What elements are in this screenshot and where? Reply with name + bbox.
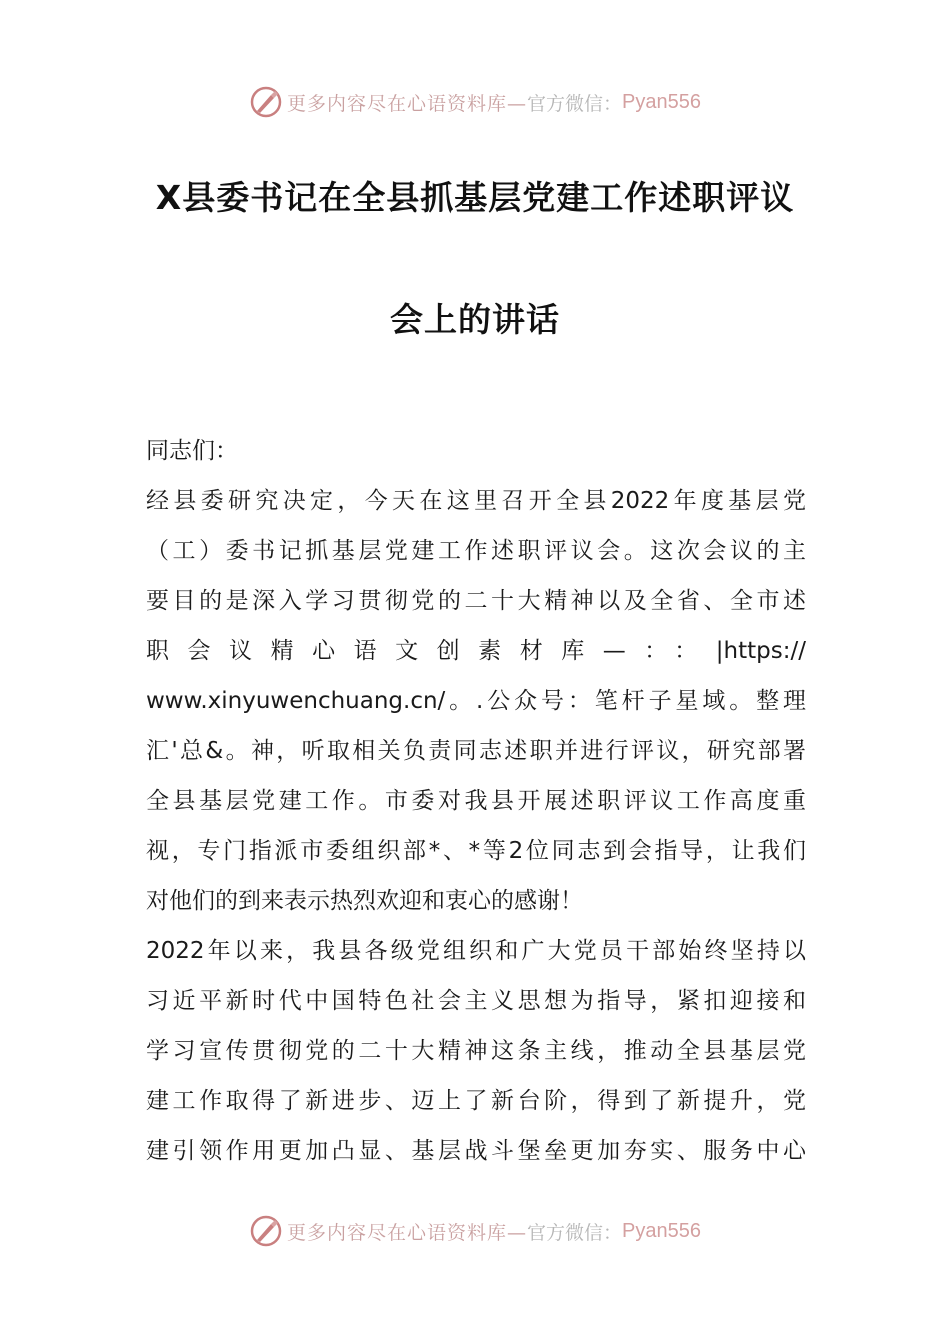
document-body <box>146 426 806 1176</box>
wechat-label: 官方微信： <box>527 1221 623 1244</box>
paragraph-1-line: 要目的是深入学习贯彻党的二十大精神以及全省、全市述 <box>146 588 806 614</box>
paragraph-1-line: 汇'总&。神，听取相关负责同志述职并进行评议，研究部署 <box>146 738 806 764</box>
pen-logo-icon <box>249 85 283 119</box>
wechat-label: 官方微信： <box>527 92 623 115</box>
paragraph-1-line: 经县委研究决定，今天在这里召开全县2022年度基层党 <box>146 488 806 514</box>
paragraph-2-line: 2022年以来，我县各级党组织和广大党员干部始终坚持以 <box>146 938 806 964</box>
paragraph-2-line: 学习宣传贯彻党的二十大精神这条主线，推动全县基层党 <box>146 1038 806 1064</box>
watermark-text: 更多内容尽在心语资料库— <box>287 1221 528 1244</box>
salutation: 同志们： <box>146 438 238 464</box>
document-title-line-2: 会上的讲话 <box>390 300 560 339</box>
pen-logo-icon <box>249 1214 283 1248</box>
watermark-text: 更多内容尽在心语资料库— <box>287 92 528 115</box>
wechat-id: Pyan556 <box>622 1219 701 1242</box>
header-watermark <box>0 82 950 122</box>
paragraph-1-line: 全县基层党建工作。市委对我县开展述职评议工作高度重 <box>146 788 806 814</box>
document-title-line-1: X县委书记在全县抓基层党建工作述职评议 <box>155 178 795 217</box>
wechat-id: Pyan556 <box>622 90 701 113</box>
paragraph-1-line: 对他们的到来表示热烈欢迎和衷心的感谢！ <box>146 888 583 914</box>
paragraph-1-line: 职会议精心语文创素材库—：：|https:// <box>146 638 806 664</box>
footer-watermark <box>0 1211 950 1251</box>
paragraph-2-line: 习近平新时代中国特色社会主义思想为指导，紧扣迎接和 <box>146 988 806 1014</box>
paragraph-2-line: 建引领作用更加凸显、基层战斗堡垒更加夯实、服务中心 <box>146 1138 806 1164</box>
paragraph-1-line: www.xinyuwenchuang.cn/。.公众号：笔杆子星域。整理 <box>146 688 806 714</box>
paragraph-1-line: （工）委书记抓基层党建工作述职评议会。这次会议的主 <box>146 538 806 564</box>
paragraph-1-line: 视，专门指派市委组织部*、*等2位同志到会指导，让我们 <box>146 838 806 864</box>
paragraph-2-line: 建工作取得了新进步、迈上了新台阶，得到了新提升，党 <box>146 1088 806 1114</box>
